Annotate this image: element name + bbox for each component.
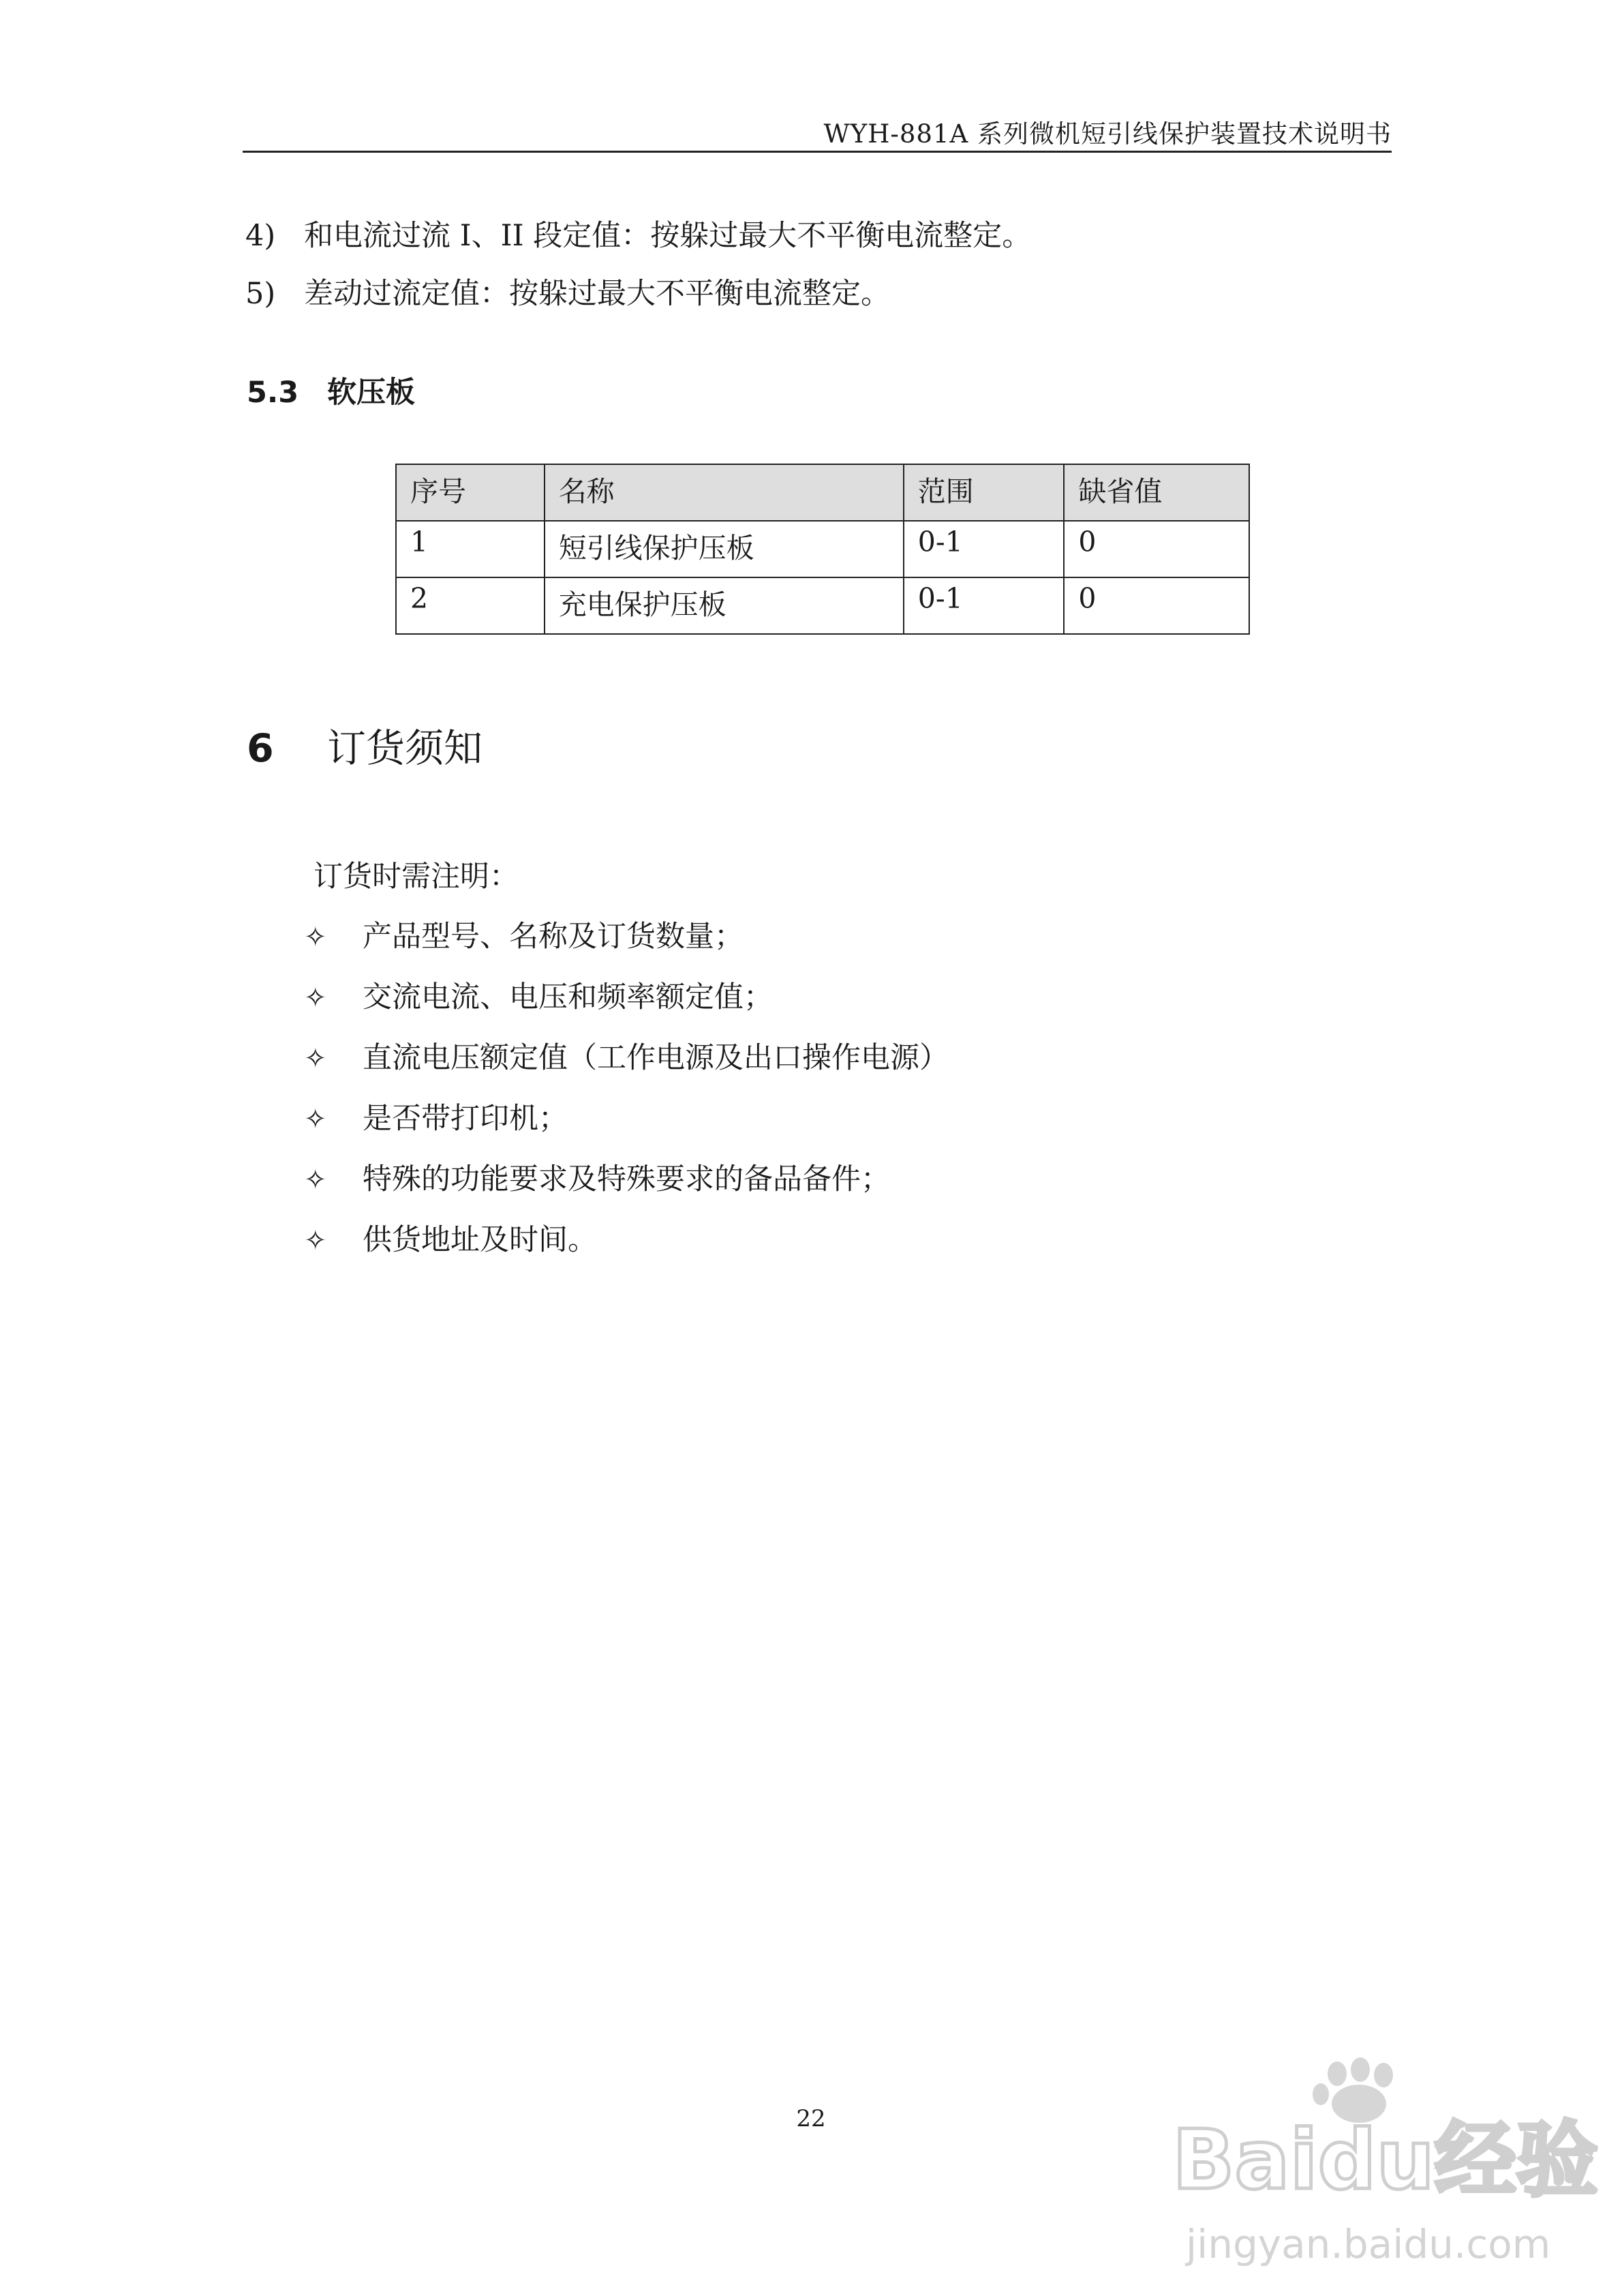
diamond-star-icon: ✧ xyxy=(304,1043,327,1074)
cell-index: 1 xyxy=(396,521,545,577)
header-title: WYH-881A 系列微机短引线保护装置技术说明书 xyxy=(823,119,1392,149)
list-item-text: 差动过流定值：按躲过最大不平衡电流整定。 xyxy=(304,277,890,311)
section-number: 5.3 xyxy=(247,376,299,410)
header-cell-index: 序号 xyxy=(396,464,545,521)
soft-pressplate-table xyxy=(395,464,1250,635)
cell-default: 0 xyxy=(1064,521,1249,577)
list-item-text: 和电流过流 I、II 段定值：按躲过最大不平衡电流整定。 xyxy=(304,219,1032,253)
ordering-intro: 订货时需注明： xyxy=(313,860,519,894)
list-item-5 xyxy=(245,273,890,314)
section-number: 6 xyxy=(247,726,274,771)
baidu-jingyan-watermark xyxy=(1159,2059,1598,2277)
header-cell-default: 缺省值 xyxy=(1064,464,1249,521)
section-title: 软压板 xyxy=(327,376,415,410)
list-item-4 xyxy=(245,215,1031,256)
list-item-number: 5) xyxy=(245,277,276,311)
table-header-row xyxy=(396,464,1249,521)
diamond-star-icon: ✧ xyxy=(304,982,327,1014)
watermark-brand: Baidu经验 xyxy=(1172,2113,1598,2208)
cell-range: 0-1 xyxy=(904,577,1065,634)
section-title: 订货须知 xyxy=(327,726,483,771)
header-rule xyxy=(243,151,1392,153)
watermark-url: jingyan.baidu.com xyxy=(1186,2221,1551,2267)
cell-range: 0-1 xyxy=(904,521,1065,577)
list-item: ✧ 直流电压额定值（工作电源及出口操作电源） xyxy=(304,1038,949,1098)
list-item: ✧ 产品型号、名称及订货数量； xyxy=(304,916,949,977)
cell-name: 短引线保护压板 xyxy=(545,521,904,577)
list-item-number: 4) xyxy=(245,219,276,253)
diamond-star-icon: ✧ xyxy=(304,1225,327,1256)
diamond-star-icon: ✧ xyxy=(304,922,327,953)
header-cell-range: 范围 xyxy=(904,464,1065,521)
list-item: ✧ 特殊的功能要求及特殊要求的备品备件； xyxy=(304,1159,949,1220)
section-5-3-heading xyxy=(247,372,415,413)
list-item: ✧ 是否带打印机； xyxy=(304,1098,949,1159)
table-row xyxy=(396,521,1249,577)
cell-index: 2 xyxy=(396,577,545,634)
list-item: ✧ 交流电流、电压和频率额定值； xyxy=(304,977,949,1038)
diamond-star-icon: ✧ xyxy=(304,1104,327,1135)
section-6-heading xyxy=(247,721,483,776)
list-item: ✧ 供货地址及时间。 xyxy=(304,1220,949,1280)
table-row xyxy=(396,577,1249,634)
page-number: 22 xyxy=(796,2105,826,2132)
header-cell-name: 名称 xyxy=(545,464,904,521)
cell-name: 充电保护压板 xyxy=(545,577,904,634)
diamond-star-icon: ✧ xyxy=(304,1164,327,1196)
cell-default: 0 xyxy=(1064,577,1249,634)
ordering-list xyxy=(304,916,949,1280)
